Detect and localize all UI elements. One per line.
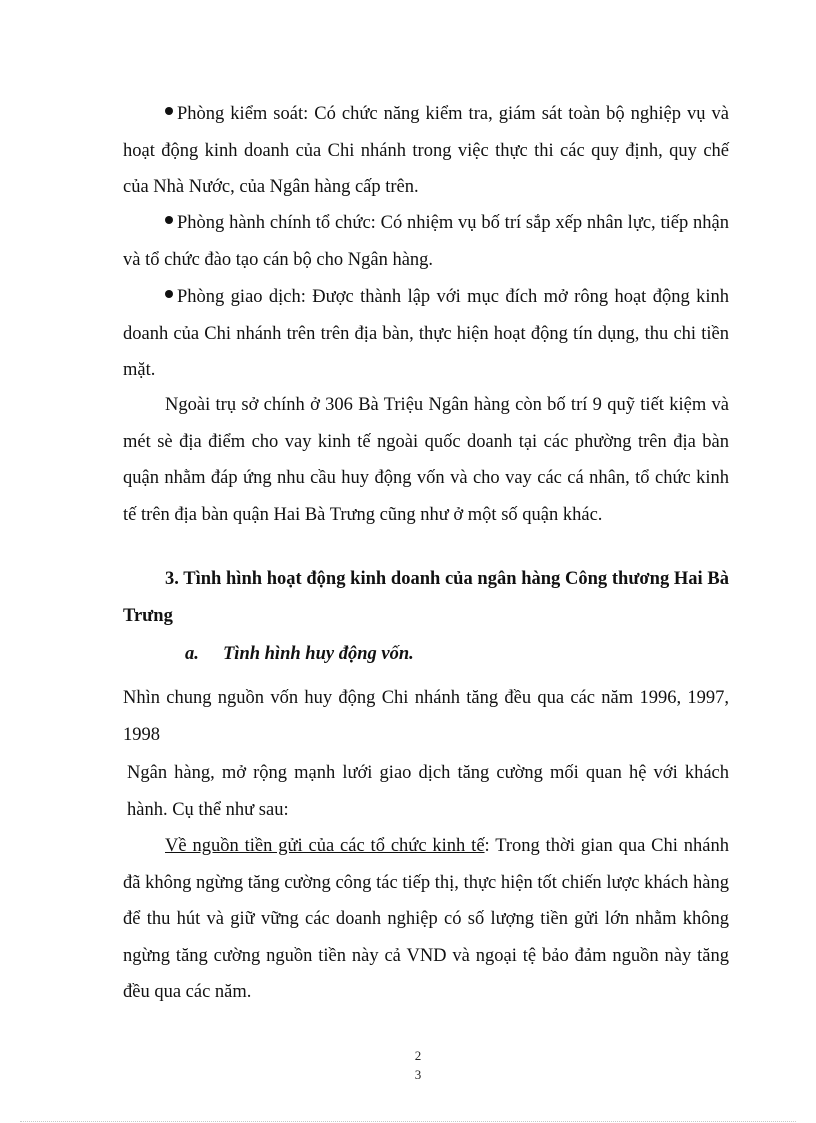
paragraph-nguon-tien-gui-underlined: Về nguồn tiền gửi của các tổ chức kinh tế [165,836,485,856]
paragraph-nguon-tien-gui [123,828,729,1011]
subheading-a [185,636,414,672]
paragraph-giao-dich [123,279,729,389]
paragraph-kiem-soat [123,96,729,206]
page-number-line-1: 2 [414,1048,422,1063]
paragraph-giao-dich-text: Phòng giao dịch: Được thành lập với mục đích mở rông hoạt động kinh doanh của Chi nhánh trên trên địa bàn, thực hiện hoạt động tín dụng, thu chi tiền mặt. [123,287,729,380]
section-heading-3: 3. Tình hình hoạt động kinh doanh của ngân hàng Công thương Hai Bà Trưng [123,569,729,626]
subheading-a-label: a. [185,644,199,664]
subheading-a-text: Tình hình huy động vốn. [223,644,414,664]
bullet-icon [165,216,173,224]
paragraph-nguon-tien-gui-text: : Trong thời gian qua Chi nhánh đã không ngừng tăng cường công tác tiếp thị, thực hiện tốt chiến lược khách hàng để thu hút và giữ vững các doanh nghiệp có số lượng tiền gửi lớn nhằm không ngừng tăng cường nguồn tiền này cả VND và ngoại tệ bảo đảm nguồn này tăng đều qua các năm. [123,836,729,1002]
page-bottom-divider [20,1121,796,1122]
page-number-line-2: 3 [414,1067,422,1082]
paragraph-ngan-hang: Ngân hàng, mở rộng mạnh lưới giao dịch tăng cường mối quan hệ với khách hành. Cụ thể như sau: [127,763,729,820]
paragraph-hanh-chinh [123,205,729,278]
bullet-icon [165,107,173,115]
bullet-icon [165,290,173,298]
paragraph-tru-so: Ngoài trụ sở chính ở 306 Bà Triệu Ngân hàng còn bố trí 9 quỹ tiết kiệm và mét sè địa điểm cho vay kinh tế ngoài quốc doanh tại các phường trên địa bàn quận nhằm đáp ứng nhu cầu huy động vốn và cho vay các cá nhân, tổ chức kinh tế trên địa bàn quận Hai Bà Trưng cũng như ở một số quận khác. [123,395,729,525]
paragraph-nhin-chung: Nhìn chung nguồn vốn huy động Chi nhánh tăng đều qua các năm 1996, 1997, 1998 [123,688,729,745]
paragraph-kiem-soat-text: Phòng kiểm soát: Có chức năng kiểm tra, giám sát toàn bộ nghiệp vụ và hoạt động kinh doanh của Chi nhánh trong việc thực thi các quy định, quy chế của Nhà Nước, của Ngân hàng cấp trên. [123,104,729,197]
paragraph-hanh-chinh-text: Phòng hành chính tổ chức: Có nhiệm vụ bố trí sắp xếp nhân lực, tiếp nhận và tổ chức đào tạo cán bộ cho Ngân hàng. [123,213,729,270]
